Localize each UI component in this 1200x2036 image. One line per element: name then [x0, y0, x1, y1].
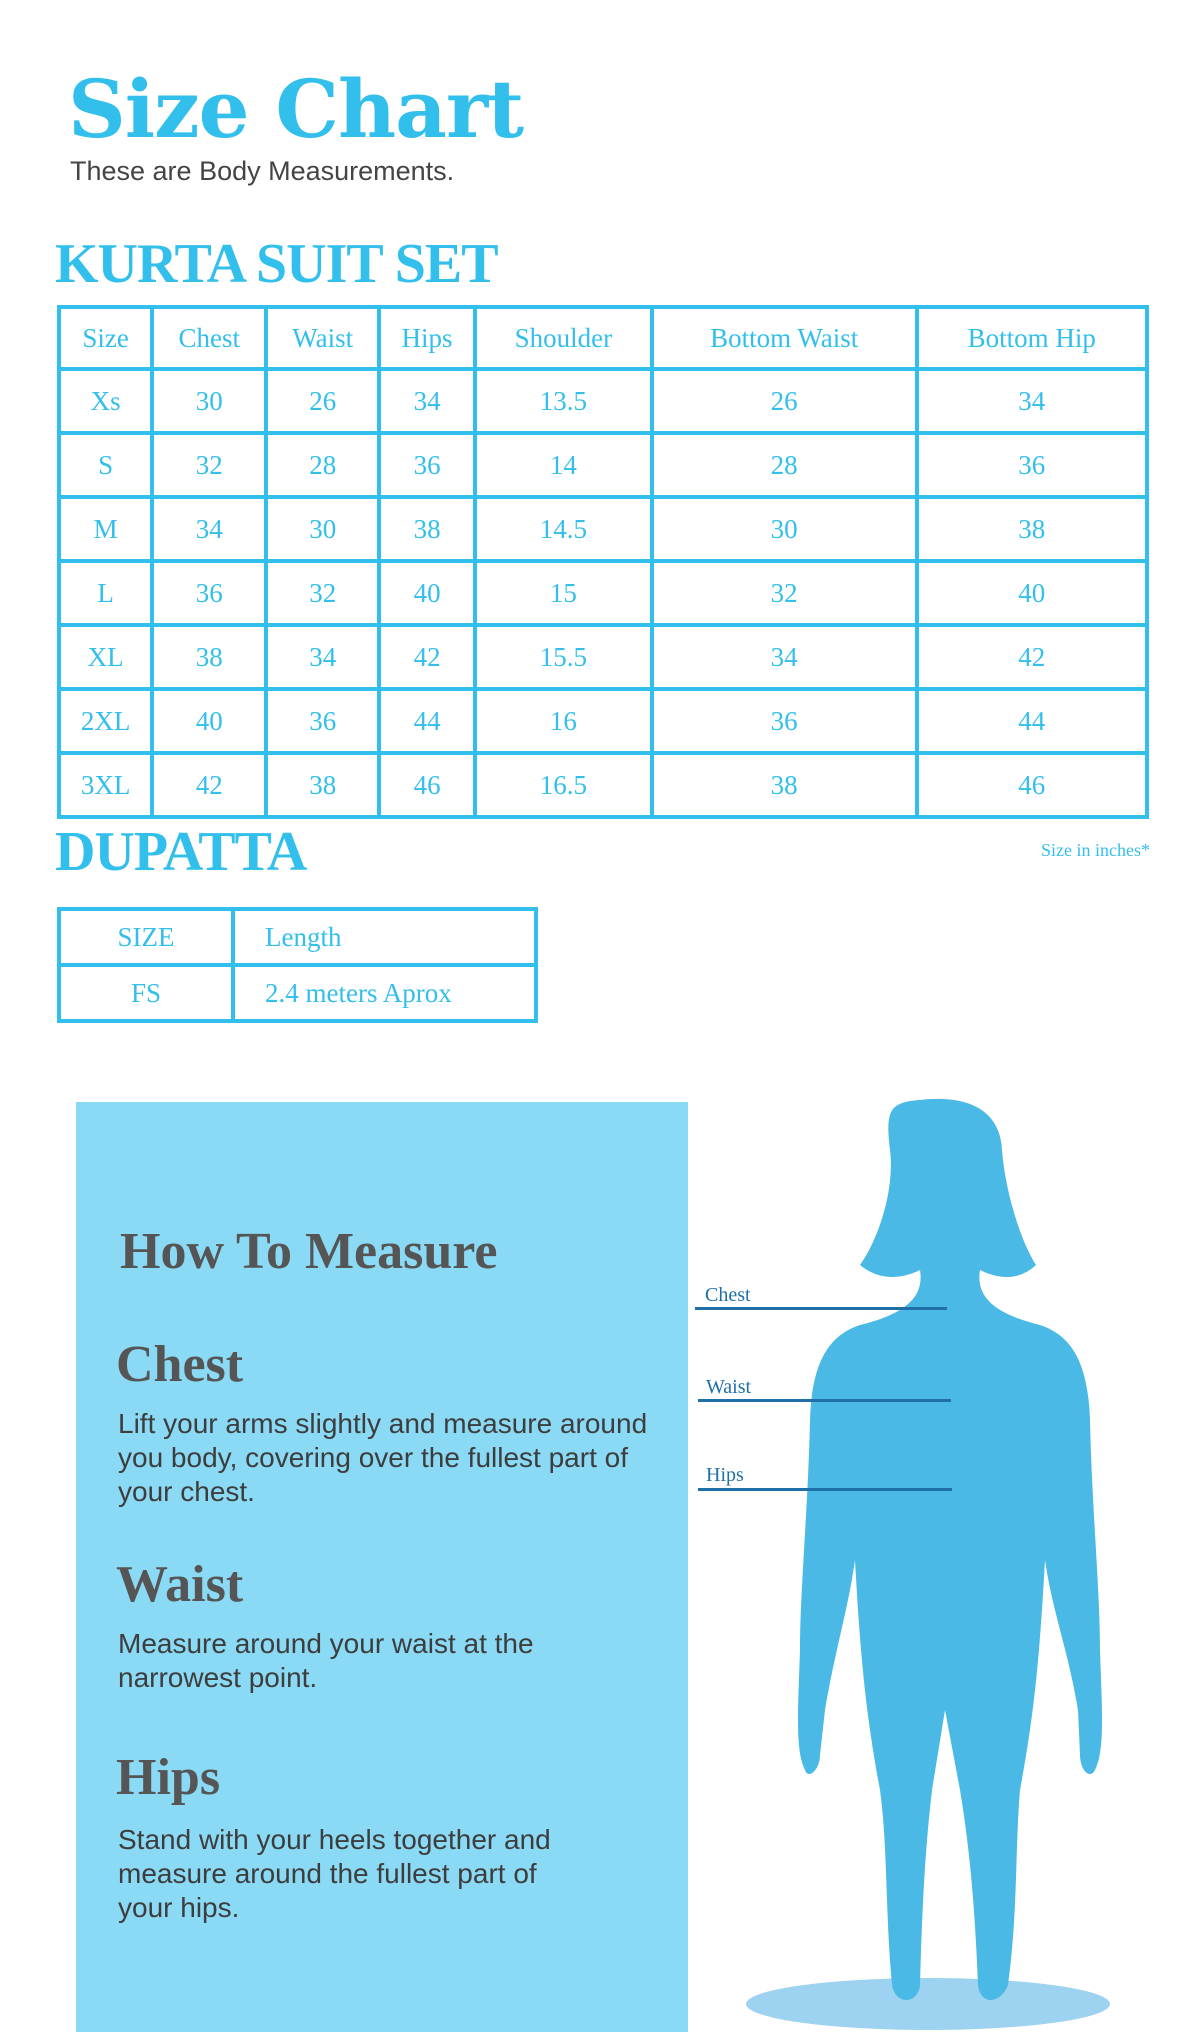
page-title: Size Chart: [68, 62, 524, 156]
table-row: [59, 909, 536, 965]
table-cell: Length: [233, 909, 536, 965]
table-cell: 38: [266, 753, 379, 817]
table-cell: 36: [652, 689, 917, 753]
table-row: [59, 433, 1147, 497]
table-cell: L: [59, 561, 152, 625]
table-cell: 32: [652, 561, 917, 625]
table-cell: 26: [266, 369, 379, 433]
table-cell: 32: [152, 433, 266, 497]
table-cell: 30: [266, 497, 379, 561]
table-cell: 15.5: [475, 625, 652, 689]
waist-heading: Waist: [116, 1556, 244, 1613]
column-header: Size: [59, 307, 152, 369]
table-cell: 34: [152, 497, 266, 561]
column-header: Bottom Hip: [917, 307, 1147, 369]
table-cell: 2.4 meters Aprox: [233, 965, 536, 1021]
table-row: [59, 689, 1147, 753]
table-cell: 13.5: [475, 369, 652, 433]
table-cell: 44: [379, 689, 475, 753]
table-cell: 34: [917, 369, 1147, 433]
subtitle: These are Body Measurements.: [70, 156, 455, 186]
table-cell: 38: [379, 497, 475, 561]
figure-label-chest: Chest: [705, 1284, 751, 1306]
table-row: [59, 965, 536, 1021]
table-cell: 32: [266, 561, 379, 625]
column-header: Waist: [266, 307, 379, 369]
dupatta-size-table: [57, 907, 538, 1023]
column-header: Bottom Waist: [652, 307, 917, 369]
table-cell: 36: [152, 561, 266, 625]
hips-heading: Hips: [116, 1749, 221, 1806]
table-cell: 28: [266, 433, 379, 497]
table-cell: Xs: [59, 369, 152, 433]
column-header: Shoulder: [475, 307, 652, 369]
table-cell: 38: [152, 625, 266, 689]
figure-label-waist: Waist: [706, 1376, 752, 1398]
hips-line: [698, 1488, 952, 1491]
chest-instructions: Lift your arms slightly and measure around you body, covering over the fullest part of your chest.: [118, 1408, 648, 1507]
table-cell: 34: [266, 625, 379, 689]
table-cell: 40: [152, 689, 266, 753]
table-cell: 40: [917, 561, 1147, 625]
table-cell: SIZE: [59, 909, 233, 965]
table-cell: 3XL: [59, 753, 152, 817]
chest-heading: Chest: [116, 1336, 244, 1393]
units-note: Size in inches*: [1041, 840, 1150, 860]
waist-instructions: Measure around your waist at the narrowest point.: [118, 1628, 534, 1693]
table-cell: 40: [379, 561, 475, 625]
table-row: [59, 369, 1147, 433]
table-cell: 34: [379, 369, 475, 433]
table-cell: 36: [917, 433, 1147, 497]
hips-instructions: Stand with your heels together and measure around the fullest part of your hips.: [118, 1824, 551, 1923]
table-cell: 30: [652, 497, 917, 561]
table-cell: 14: [475, 433, 652, 497]
table-cell: 28: [652, 433, 917, 497]
table-cell: 26: [652, 369, 917, 433]
table-cell: 14.5: [475, 497, 652, 561]
table-cell: 16: [475, 689, 652, 753]
body-silhouette-icon: [700, 1090, 1200, 2036]
table-cell: 16.5: [475, 753, 652, 817]
kurta-heading: KURTA SUIT SET: [55, 233, 498, 295]
table-row: [59, 753, 1147, 817]
column-header: Hips: [379, 307, 475, 369]
how-to-measure-heading: How To Measure: [120, 1223, 498, 1280]
table-cell: 46: [379, 753, 475, 817]
table-cell: 34: [652, 625, 917, 689]
kurta-size-table: [57, 305, 1149, 819]
table-cell: 44: [917, 689, 1147, 753]
table-cell: S: [59, 433, 152, 497]
table-cell: 36: [379, 433, 475, 497]
table-cell: M: [59, 497, 152, 561]
table-cell: FS: [59, 965, 233, 1021]
table-cell: 38: [652, 753, 917, 817]
dupatta-heading: DUPATTA: [55, 821, 307, 883]
table-cell: 42: [917, 625, 1147, 689]
column-header: Chest: [152, 307, 266, 369]
table-cell: 2XL: [59, 689, 152, 753]
table-row: [59, 625, 1147, 689]
table-cell: 36: [266, 689, 379, 753]
table-cell: 15: [475, 561, 652, 625]
table-row: [59, 497, 1147, 561]
table-cell: 30: [152, 369, 266, 433]
table-cell: 46: [917, 753, 1147, 817]
table-row: [59, 561, 1147, 625]
table-cell: XL: [59, 625, 152, 689]
table-cell: 42: [379, 625, 475, 689]
waist-line: [698, 1399, 951, 1402]
chest-line: [695, 1307, 947, 1310]
figure-label-hips: Hips: [706, 1464, 744, 1486]
table-cell: 42: [152, 753, 266, 817]
table-cell: 38: [917, 497, 1147, 561]
